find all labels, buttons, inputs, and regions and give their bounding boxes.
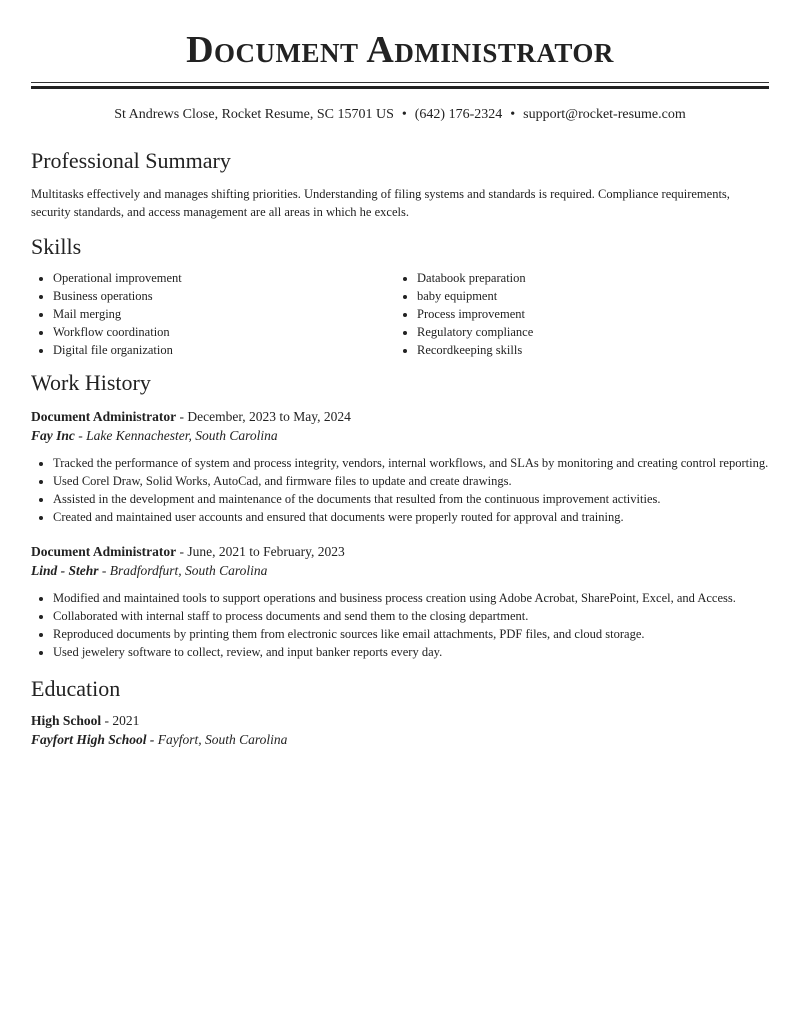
- school-location: Fayfort, South Carolina: [154, 732, 288, 747]
- job-dates: - June, 2021 to February, 2023: [176, 544, 345, 559]
- skills-column-right: [395, 269, 759, 359]
- skills-list: [31, 269, 769, 359]
- job-title: Document Administrator: [31, 544, 177, 559]
- skill-item: Mail merging: [31, 305, 395, 323]
- job-company: Lind - Stehr: [31, 563, 99, 578]
- skill-item: Process improvement: [395, 305, 759, 323]
- summary-text: Multitasks effectively and manages shifting priorities. Understanding of filing systems and standards is required. Compliance requirements, security standards, and access management are all areas in which he excels.: [31, 187, 730, 219]
- job-location: - Bradfordfurt, South Carolina: [98, 563, 268, 578]
- job-location: - Lake Kennachester, South Carolina: [74, 428, 278, 443]
- skills-column-left: [31, 269, 395, 359]
- header-divider-thin: [31, 82, 769, 83]
- education-entry: [31, 711, 769, 750]
- job-bullet: Assisted in the development and maintenance of the documents that resulted from the continuous improvement activities.: [31, 490, 769, 508]
- job-bullets: [31, 589, 769, 661]
- skill-item: Workflow coordination: [31, 323, 395, 341]
- job-bullet: Collaborated with internal staff to process documents and send them to the closing department.: [31, 607, 769, 625]
- degree: High School: [31, 713, 102, 728]
- header-divider-thick: [31, 86, 769, 89]
- job-bullet: Reproduced documents by printing them from electronic sources like email attachments, PDF files, and cloud storage.: [31, 625, 769, 643]
- contact-email: support@rocket-resume.com: [523, 107, 686, 122]
- skill-item: Regulatory compliance: [395, 323, 759, 341]
- job-title: Document Administrator: [31, 409, 177, 424]
- job-company: Fay Inc: [31, 428, 75, 443]
- job-bullet: Used Corel Draw, Solid Works, AutoCad, and firmware files to update and create drawings.: [31, 472, 769, 490]
- school-line: [31, 730, 769, 750]
- graduation-year: - 2021: [101, 713, 140, 728]
- section-heading-education: Education: [31, 676, 121, 701]
- job-entry: [31, 542, 769, 661]
- skill-item: Operational improvement: [31, 269, 395, 287]
- skill-item: baby equipment: [395, 287, 759, 305]
- degree-line: [31, 711, 769, 731]
- job-bullet: Modified and maintained tools to support operations and business process creation using Adobe Acrobat, SharePoint, Excel, and Access.: [31, 589, 769, 607]
- page-title: Document Administrator: [186, 29, 614, 71]
- job-company-line: [31, 426, 769, 446]
- job-bullet: Tracked the performance of system and process integrity, vendors, internal workflows, and SLAs by monitoring and creating control reporting.: [31, 454, 769, 472]
- contact-address: St Andrews Close, Rocket Resume, SC 15701 US: [114, 107, 394, 122]
- skill-item: Business operations: [31, 287, 395, 305]
- school-name: Fayfort High School -: [31, 732, 155, 747]
- contact-line: [31, 105, 769, 125]
- bullet-separator: •: [401, 107, 407, 122]
- job-bullets: [31, 454, 769, 526]
- contact-phone: (642) 176-2324: [414, 107, 503, 122]
- job-bullet: Used jewelery software to collect, review, and input banker reports every day.: [31, 643, 769, 661]
- job-company-line: [31, 561, 769, 581]
- skill-item: Digital file organization: [31, 341, 395, 359]
- section-heading-summary: Professional Summary: [31, 148, 231, 173]
- skill-item: Databook preparation: [395, 269, 759, 287]
- job-dates: - December, 2023 to May, 2024: [176, 409, 351, 424]
- section-heading-work-history: Work History: [31, 370, 151, 395]
- job-entry: [31, 407, 769, 526]
- job-bullet: Created and maintained user accounts and ensured that documents were properly routed for approval and training.: [31, 508, 769, 526]
- job-title-line: [31, 542, 769, 562]
- section-heading-skills: Skills: [31, 234, 82, 259]
- skill-item: Recordkeeping skills: [395, 341, 759, 359]
- job-title-line: [31, 407, 769, 427]
- bullet-separator: •: [510, 107, 516, 122]
